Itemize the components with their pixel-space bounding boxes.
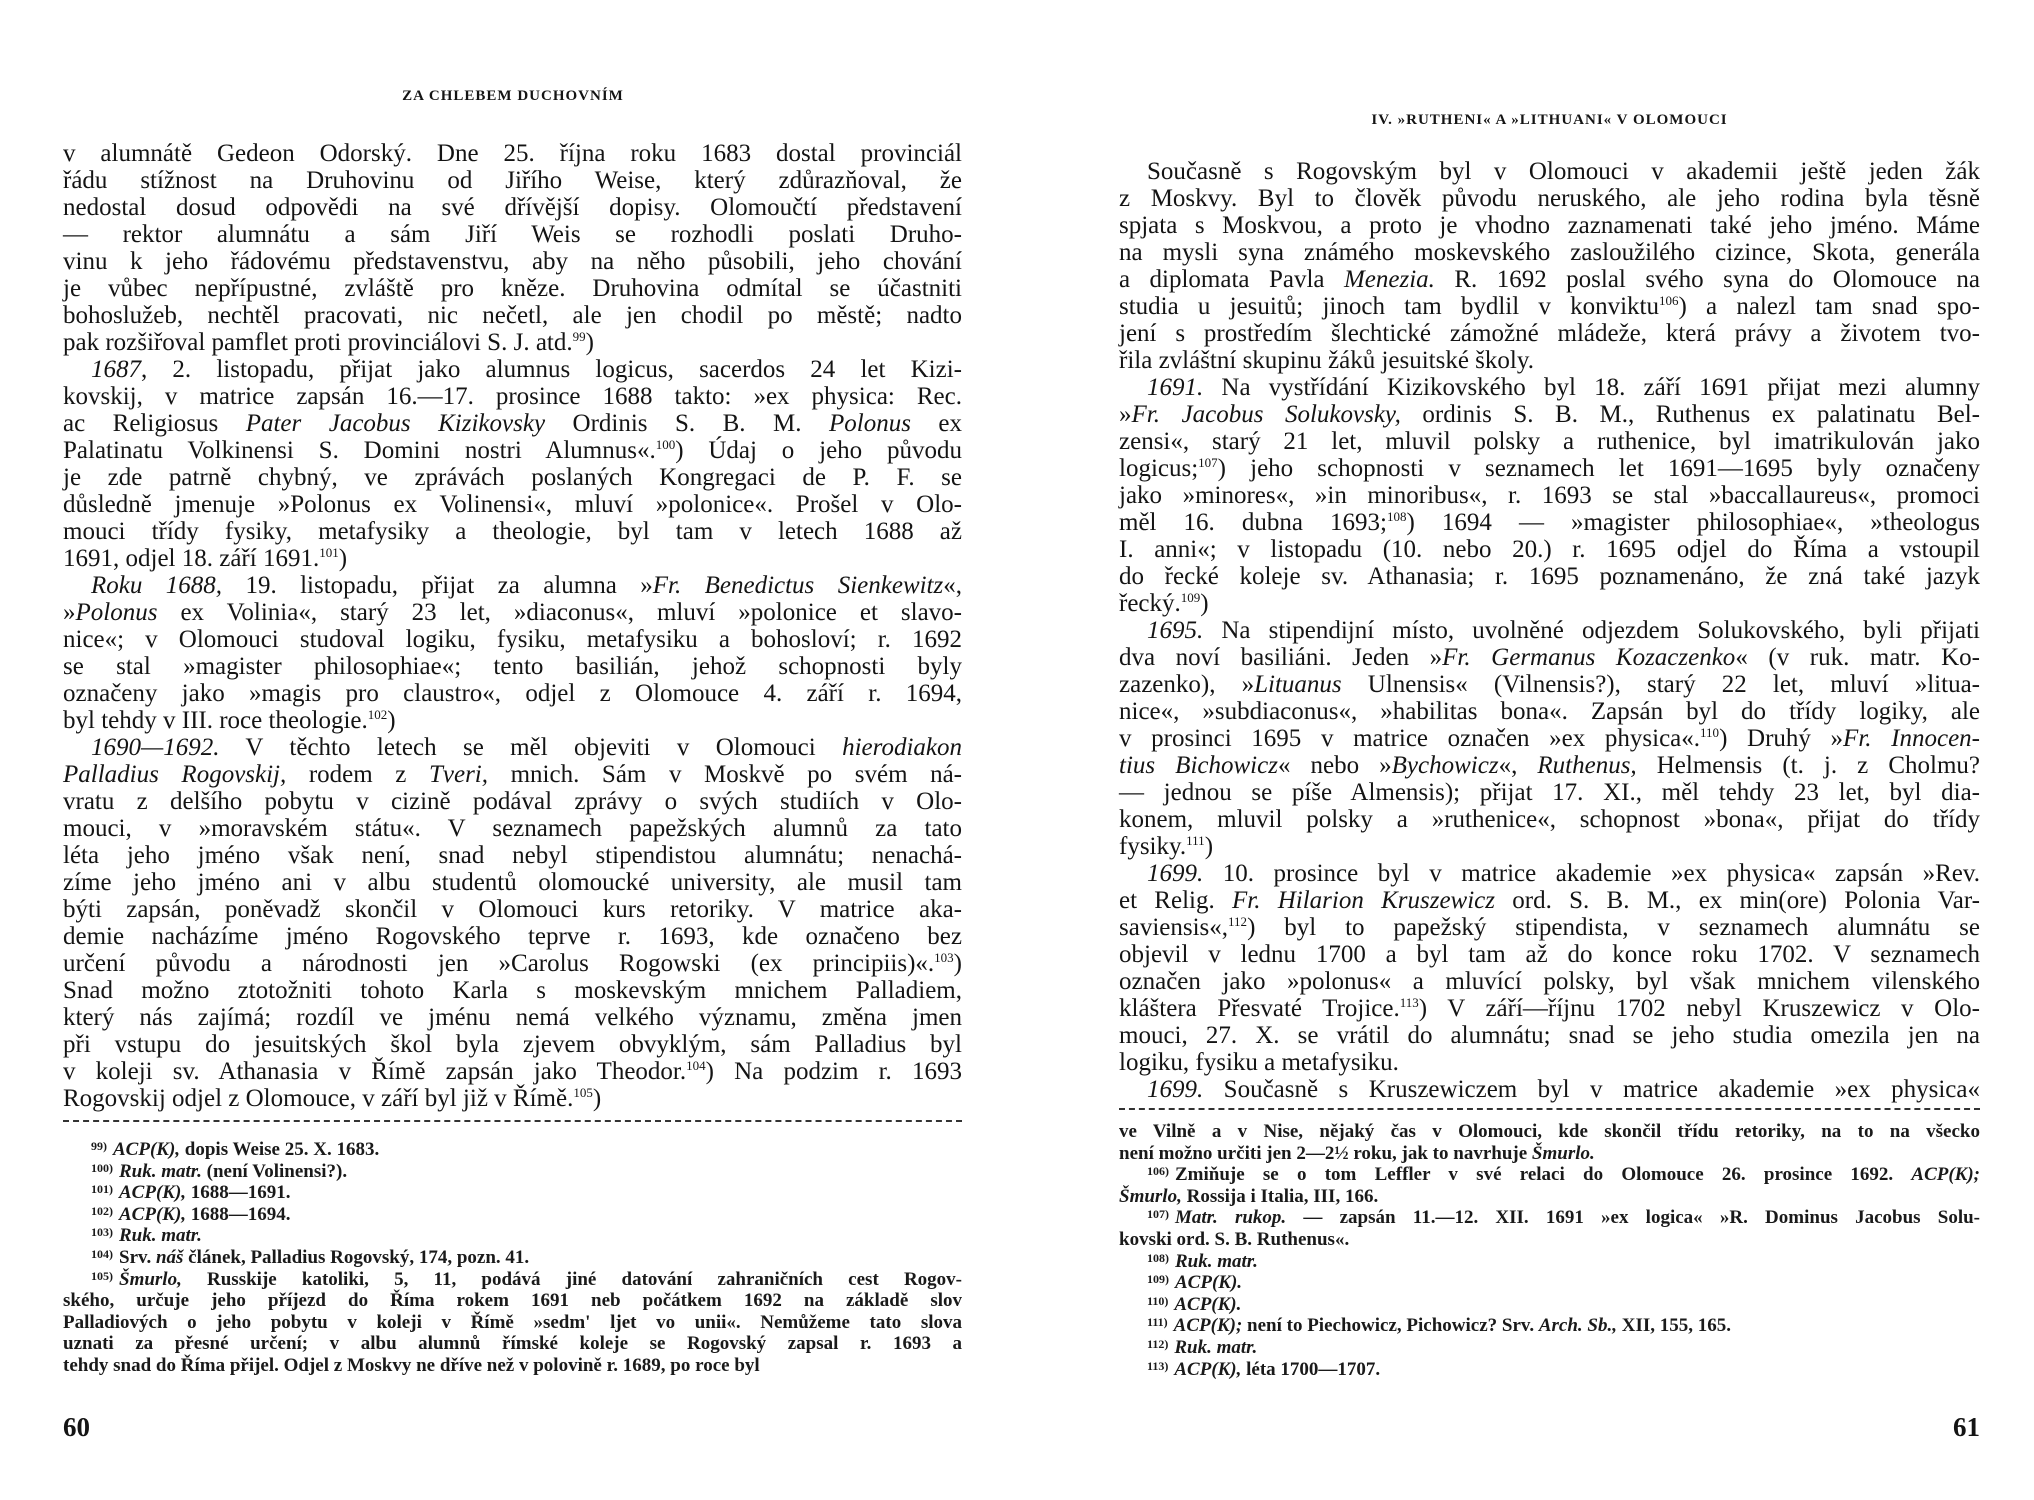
footnote-number: 113) (1147, 1358, 1169, 1373)
text-line (63, 1004, 962, 1031)
text-run: 1688—1691. (186, 1182, 291, 1204)
text-run: logiku, fysiku a metafysiku. (1119, 1049, 1399, 1076)
text-run: , 2. listopadu, přijat jako alumnus logicus, sacerdos 24 let Kizi- (141, 356, 962, 383)
text-run: ) (387, 707, 396, 734)
text-run: ) (1200, 590, 1209, 617)
footnote-number: 109) (1147, 1272, 1169, 1287)
footnote-number: 103) (91, 1225, 113, 1240)
text-line (1119, 617, 1980, 644)
text-line (63, 869, 962, 896)
text-run: nedostal dosud odpovědi na své dřívější dopisy. Olomoučtí představení (63, 194, 962, 221)
footnote-line (63, 1247, 962, 1269)
text-run: do řecké koleje sv. Athanasia; r. 1695 poznamenáno, že zná také jazyk (1119, 563, 1980, 590)
footnote-ref: 99 (572, 329, 586, 344)
text-run: 10. prosince byl v matrice akademie »ex physica« zapsán »Rev. (1203, 860, 1980, 887)
text-run: Na vystřídání Kizikovského byl 18. září 1691 přijat mezi alumny (1203, 374, 1980, 401)
text-line (1119, 212, 1980, 239)
italic-text: Lituanus (1254, 671, 1342, 698)
text-run: ve Vilně a v Nise, nějaký čas v Olomouci, kde skončil třídu retoriky, na to na všecko (1119, 1121, 1980, 1142)
footnote-ref: 108 (1387, 509, 1407, 524)
text-run: kláštera Přesvaté Trojice. (1119, 995, 1400, 1022)
text-line (1119, 1076, 1980, 1103)
text-run: ) a nalezl tam snad spo- (1678, 293, 1981, 320)
text-run: et Relig. (1119, 887, 1232, 914)
text-run: kovskij, v matrice zapsán 16.—17. prosince 1688 takto: »ex physica: Rec. (63, 383, 962, 410)
footnote-line (1119, 1294, 1980, 1316)
text-line (1119, 158, 1980, 185)
text-line (1119, 374, 1980, 401)
text-run: určení původu a národnosti jen »Carolus Rogowski (ex principiis)«. (63, 950, 935, 977)
text-line (1119, 509, 1980, 536)
text-run: ) byl to papežský stipendista, v seznamech alumnátu se (1247, 914, 1980, 941)
text-line (63, 140, 962, 167)
text-line (1119, 968, 1980, 995)
text-run: ského, určuje jeho příjezd do Říma rokem 1691 neb počátkem 1692 na základě slov (63, 1290, 962, 1312)
running-head: ZA CHLEBEM DUCHOVNÍM (402, 88, 624, 104)
footnote-number: 105) (91, 1268, 113, 1283)
running-head: IV. »RUTHENI« A »LITHUANI« V OLOMOUCI (1371, 112, 1728, 128)
text-run: bohoslužeb, nechtěl pracovati, nic nečetl, ale jen chodil po městě; nadto (63, 302, 962, 329)
footnote-line (1119, 1229, 1980, 1251)
text-run: — jednou se píše Almensis); přijat 17. XI., měl tehdy 23 let, byl dia- (1119, 779, 1980, 806)
text-run: zíme jeho jméno ani v albu studentů olomoucké university, ale musil tam (63, 869, 962, 896)
text-run: ) V září—říjnu 1702 nebyl Kruszewicz v Olo- (1418, 995, 1980, 1022)
text-run: zazenko), » (1119, 671, 1255, 698)
body-text (1119, 158, 1980, 1103)
text-run: není to Piechowicz, Pichowicz? Srv. (1242, 1315, 1539, 1337)
italic-text: Šmurlo. (1531, 1142, 1595, 1164)
footnote-ref: 100 (655, 437, 676, 452)
italic-text: ACP(K), (113, 1139, 181, 1160)
text-run: na mysli syna známého moskevského zasloužilého cizince, Skota, generála (1119, 239, 1980, 266)
text-run: je zde patrně chybný, ve zprávách poslaných Kongregaci de P. F. se (63, 464, 962, 491)
text-run: mouci, 27. X. se vrátil do alumnátu; snad se jeho studia omezila jen na (1119, 1022, 1980, 1049)
text-run: jení s prostředím šlechtické zámožné mládeže, která právy a životem tvo- (1119, 320, 1980, 347)
italic-text: 1690—1692. (91, 734, 220, 761)
footnote-ref: 112 (1228, 914, 1248, 929)
text-run: Zmiňuje se o tom Leffler v své relaci do Olomouce 26. prosince 1692. (1175, 1164, 1912, 1186)
footnote-ref: 105 (573, 1085, 593, 1100)
italic-text: Ruk. matr. (119, 1160, 202, 1182)
text-run: ) Na podzim r. 1693 (705, 1058, 962, 1085)
text-run: ac Religiosus (63, 410, 246, 437)
text-line (1119, 941, 1980, 968)
text-line (63, 815, 962, 842)
text-run: ) (1204, 833, 1214, 860)
text-line (1119, 860, 1980, 887)
text-line (1119, 887, 1980, 914)
italic-text: ACP(K), (119, 1182, 187, 1204)
text-line (1119, 563, 1980, 590)
footnote-divider (1119, 1108, 1980, 1110)
text-line (1119, 698, 1980, 725)
text-run: ) Údaj o jeho původu (675, 437, 963, 464)
footnote-line (63, 1269, 962, 1291)
text-run: Srv. (119, 1246, 156, 1268)
right-page (1017, 0, 2034, 1500)
italic-text: Polonus (75, 599, 158, 626)
text-run: v koleji sv. Athanasia v Římě zapsán jako Theodor. (63, 1058, 687, 1085)
text-line (63, 329, 962, 356)
text-run: zensi«, starý 21 let, mluvil polsky a ruthenice, byl imatrikulován jako (1119, 428, 1980, 455)
text-run: který nás zajímá; rozdíl ve jménu nemá velkého významu, změna jmen (63, 1004, 962, 1031)
text-run: byl tehdy v III. roce theologie. (63, 707, 368, 734)
text-line (63, 653, 962, 680)
text-line (1119, 779, 1980, 806)
text-run: mouci, v »moravském státu«. V seznamech papežských alumnů za tato (63, 815, 962, 842)
text-run: I. anni«; v listopadu (10. nebo 20.) r. 1695 odjel do Říma a vstoupil (1119, 536, 1980, 563)
text-run: logicus; (1119, 455, 1199, 482)
text-run: článek, Palladius Rogovský, 174, pozn. 41. (183, 1246, 530, 1268)
italic-text: tius Bichowicz (1119, 752, 1278, 779)
text-run: ex (910, 410, 963, 437)
footnotes (63, 1139, 962, 1377)
text-run: » (63, 599, 76, 626)
text-run: tehdy snad do Říma přijel. Odjel z Moskvy ne dříve než v polovině r. 1689, po roce byl (63, 1354, 760, 1376)
text-line (1119, 482, 1980, 509)
text-run: nice«; v Olomouci studoval logiku, fysiku, metafysiku a bohosloví; r. 1692 (63, 626, 962, 653)
text-line (1119, 536, 1980, 563)
text-line (1119, 590, 1980, 617)
footnote-line (1119, 1186, 1980, 1208)
italic-text: Roku 1688, (91, 572, 223, 599)
italic-text: 1687 (91, 356, 141, 383)
footnote-ref: 109 (1180, 590, 1201, 605)
italic-text: Pater Jacobus Kizikovsky (245, 410, 546, 437)
italic-text: ACP(K); (1173, 1315, 1243, 1337)
footnote-line (1119, 1164, 1980, 1186)
footnote-line (63, 1355, 962, 1377)
text-line (63, 707, 962, 734)
text-line (1119, 428, 1980, 455)
text-run: ) (953, 950, 962, 977)
text-run: ) (338, 545, 348, 572)
footnote-line (1119, 1251, 1980, 1273)
text-run: mnich. Sám v Moskvě po svém ná- (488, 761, 963, 788)
text-run: měl 16. dubna 1693; (1119, 509, 1387, 536)
italic-text: Ruk. matr. (1175, 1250, 1258, 1272)
text-line (63, 1058, 962, 1085)
footnote-number: 102) (91, 1203, 113, 1218)
footnote-number: 104) (91, 1246, 113, 1261)
text-line (1119, 185, 1980, 212)
text-line (63, 572, 962, 599)
text-run: Russkije katoliki, 5, 11, podává jiné datování zahraničních cest Rogov- (181, 1268, 962, 1290)
footnote-number: 111) (1147, 1315, 1168, 1330)
text-run: fysiky. (1119, 833, 1187, 860)
text-run: a diplomata Pavla (1119, 266, 1344, 293)
italic-text: Tveri, (428, 761, 489, 788)
footnote-line (1119, 1359, 1980, 1381)
italic-text: Menezia. (1343, 266, 1435, 293)
italic-text: ACP(K); (1911, 1164, 1980, 1186)
text-line (1119, 320, 1980, 347)
italic-text: ACP(K), (1174, 1358, 1242, 1380)
text-run: Ordinis S. B. M. (545, 410, 829, 437)
footnote-number: 107) (1147, 1207, 1169, 1222)
footnote-number: 99) (91, 1139, 107, 1153)
footnote-line (1119, 1272, 1980, 1294)
text-run: v prosinci 1695 v matrice označen »ex physica«. (1119, 725, 1701, 752)
text-run: «, (1498, 752, 1538, 779)
text-line (63, 734, 962, 761)
text-line (63, 1031, 962, 1058)
text-line (1119, 725, 1980, 752)
text-line (63, 950, 962, 977)
text-line (63, 248, 962, 275)
text-run: Snad možno ztotožniti tohoto Karla s moskevským mnichem Palladiem, (63, 977, 962, 1004)
text-run: dopis Weise 25. X. 1683. (180, 1139, 380, 1160)
text-run: řila zvláštní skupinu žáků jesuitské školy. (1119, 347, 1534, 374)
page-number: 61 (1953, 1412, 1980, 1442)
text-run: ) 1694 — »magister philosophiae«, »theologus (1406, 509, 1980, 536)
footnotes (1119, 1121, 1980, 1380)
text-run: XII, 155, 165. (1616, 1315, 1731, 1337)
italic-text: Fr. Innocen- (1843, 725, 1981, 752)
footnote-line (1119, 1207, 1980, 1229)
italic-text: Fr. Benedictus Sienkewitz (652, 572, 944, 599)
footnote-line (63, 1139, 962, 1161)
text-run: Současně s Rogovským byl v Olomouci v akademii ještě jeden žák (1147, 158, 1980, 185)
text-run: 19. listopadu, přijat za alumna » (222, 572, 653, 599)
footnote-line (63, 1182, 962, 1204)
text-run: jako »minores«, »in minoribus«, r. 1693 se stal »baccallaureus«, promoci (1119, 482, 1980, 509)
text-run: Ulnensis« (Vilnensis?), starý 22 let, mluví »litua- (1341, 671, 1980, 698)
text-run: — rektor alumnátu a sám Jiří Weis se rozhodli poslati Druho- (63, 221, 962, 248)
footnote-ref: 110 (1700, 725, 1720, 740)
footnote-ref: 104 (686, 1058, 706, 1073)
text-line (1119, 833, 1980, 860)
text-run: vinu k jeho řádovému představenstvu, aby na něho působili, jeho chování (63, 248, 962, 275)
text-line (1119, 293, 1980, 320)
text-line (63, 545, 962, 572)
footnote-line (1119, 1143, 1980, 1165)
text-run: pak rozšiřoval pamflet proti provinciálovi S. J. atd. (63, 329, 573, 356)
text-run: ) jeho schopnosti v seznamech let 1691—1695 byly označeny (1217, 455, 1980, 482)
text-line (63, 437, 962, 464)
text-run: ) (592, 1085, 602, 1112)
text-run: objevil v lednu 1700 a byl tam až do konce roku 1702. V seznamech (1119, 941, 1980, 968)
text-run: konem, mluvil polsky a »ruthenice«, schopnost »bona«, přijat do třídy (1119, 806, 1980, 833)
text-run: označen jako »polonus« a mluvící polsky, byl však mnichem vilenského (1119, 968, 1980, 995)
footnote-line (63, 1312, 962, 1334)
italic-text: ACP(K). (1174, 1293, 1242, 1315)
italic-text: Ruk. matr. (119, 1225, 202, 1247)
text-run: býti zapsán, poněvadž skončil v Olomouci kurs retoriky. V matrice aka- (63, 896, 962, 923)
text-run: « nebo » (1277, 752, 1392, 779)
text-run: se stal »magister philosophiae«; tento basilián, jehož schopnosti byly (63, 653, 962, 680)
text-run: spjata s Moskvou, a proto je vhodno zaznamenati také jeho jméno. Máme (1119, 212, 1980, 239)
text-run: vratu z delšího pobytu v cizině podával zprávy o svých studiích v Olo- (63, 788, 962, 815)
text-run: kovski ord. S. B. Ruthenus«. (1119, 1228, 1350, 1250)
italic-text: Fr. Jacobus Solukovsky, (1131, 401, 1401, 428)
text-run: studia u jesuitů; jinoch tam bydlil v konviktu (1119, 293, 1659, 320)
text-run: označeny jako »magis pro claustro«, odjel z Olomouce 4. září r. 1694, (63, 680, 962, 707)
footnote-ref: 111 (1186, 833, 1205, 848)
footnote-ref: 106 (1659, 293, 1679, 308)
text-run: ordinis S. B. M., Ruthenus ex palatinatu Bel- (1400, 401, 1980, 428)
text-run: Palatinatu Volkinensi S. Domini nostri Alumnus«. (63, 437, 656, 464)
footnote-line (63, 1204, 962, 1226)
footnote-number: 110) (1147, 1293, 1169, 1308)
text-line (63, 464, 962, 491)
text-line (63, 761, 962, 788)
footnote-line (1119, 1315, 1980, 1337)
text-line (63, 221, 962, 248)
text-line (1119, 914, 1980, 941)
italic-text: Ruk. matr. (1174, 1336, 1258, 1358)
text-line (63, 356, 962, 383)
footnote-line (63, 1161, 962, 1183)
text-run: V těchto letech se měl objeviti v Olomouci (219, 734, 843, 761)
body-text (63, 140, 962, 1112)
text-line (1119, 455, 1980, 482)
text-line (63, 275, 962, 302)
text-line (1119, 239, 1980, 266)
italic-text: 1695. (1147, 617, 1204, 644)
text-run: je vůbec nepřípustné, zvláště pro kněze. Druhovina odmítal se účastniti (63, 275, 962, 302)
footnote-line (1119, 1337, 1980, 1359)
text-run: (není Volinensi?). (201, 1160, 348, 1182)
italic-text: 1699. (1147, 860, 1204, 887)
italic-text: Polonus (828, 410, 911, 437)
text-line (63, 167, 962, 194)
text-run: Palladiových o jeho pobytu v koleji v Římě »sedm' ljet vo unii«. Nemůžeme tato slova (63, 1311, 962, 1333)
italic-text: Matr. rukop. (1175, 1207, 1287, 1229)
text-run: «, (943, 572, 962, 599)
text-run: léta jeho jméno však není, snad nebyl stipendistou alumnátu; nenachá- (63, 842, 962, 869)
text-run: ) Druhý » (1719, 725, 1844, 752)
text-line (63, 383, 962, 410)
text-run: 1688—1694. (186, 1203, 291, 1225)
text-run: rodem z (286, 761, 429, 788)
text-run: není možno určiti jen 2—2½ roku, jak to navrhuje (1119, 1142, 1532, 1164)
text-run: z Moskvy. Byl to člověk původu neruského, ale jeho rodina byla těsně (1119, 185, 1980, 212)
footnote-line (63, 1290, 962, 1312)
italic-text: 1699. (1147, 1076, 1204, 1103)
page-number: 60 (63, 1412, 90, 1442)
footnote-line (63, 1333, 962, 1355)
text-run: při vstupu do jesuitských škol byla zjevem obvyklým, sám Palladius byl (63, 1031, 962, 1058)
footnote-ref: 101 (319, 545, 339, 560)
text-line (63, 842, 962, 869)
text-run: Na stipendijní místo, uvolněné odjezdem Solukovského, byli přijati (1203, 617, 1980, 644)
text-run: Současně s Kruszewiczem byl v matrice akademie »ex physica« (1203, 1076, 1980, 1103)
italic-text: Šmurlo, (119, 1268, 182, 1290)
text-run: dva noví basiliáni. Jeden » (1119, 644, 1443, 671)
italic-text: Fr. Hilarion Kruszewicz (1231, 887, 1496, 914)
italic-text: Fr. Germanus Kozaczenko (1442, 644, 1736, 671)
text-run: léta 1700—1707. (1241, 1358, 1381, 1380)
footnote-number: 112) (1147, 1336, 1169, 1351)
italic-text: ACP(K). (1175, 1272, 1243, 1294)
text-line (63, 977, 962, 1004)
italic-text: ACP(K), (119, 1203, 187, 1225)
footnote-divider (63, 1120, 962, 1122)
text-run: 1691, odjel 18. září 1691. (63, 545, 320, 572)
italic-text: Ruthenus, (1537, 752, 1637, 779)
footnote-ref: 103 (934, 950, 954, 965)
text-run: v alumnátě Gedeon Odorský. Dne 25. října roku 1683 dostal provinciál (63, 140, 962, 167)
text-line (63, 1085, 962, 1112)
text-line (1119, 1049, 1980, 1076)
text-line (63, 626, 962, 653)
italic-text: 1691. (1147, 374, 1204, 401)
text-line (1119, 644, 1980, 671)
text-run: řádu stížnost na Druhovinu od Jiřího Weise, který zdůrazňoval, že (63, 167, 962, 194)
text-line (1119, 806, 1980, 833)
footnote-number: 101) (91, 1182, 113, 1197)
text-run: nice«, »subdiaconus«, »habilitas bona«. Zapsán byl do třídy logiky, ale (1119, 698, 1980, 725)
text-run: « (v ruk. matr. Ko- (1735, 644, 1980, 671)
text-line (63, 410, 962, 437)
italic-text: náš (155, 1246, 184, 1268)
text-line (63, 599, 962, 626)
text-run: saviensis«, (1119, 914, 1229, 941)
text-line (1119, 266, 1980, 293)
text-run: Rogovskij odjel z Olomouce, v září byl již v Římě. (63, 1085, 574, 1112)
footnote-number: 106) (1147, 1164, 1169, 1179)
text-line (1119, 347, 1980, 374)
italic-text: Bychowicz (1391, 752, 1499, 779)
text-run: » (1119, 401, 1132, 428)
text-run: demie nacházíme jméno Rogovského teprve r. 1693, kde označeno bez (63, 923, 962, 950)
footnote-line (1119, 1121, 1980, 1143)
footnote-number: 100) (91, 1160, 113, 1175)
text-line (1119, 401, 1980, 428)
text-run: — zapsán 11.—12. XII. 1691 »ex logica« »R. Dominus Jacobus Solu- (1286, 1207, 1981, 1229)
text-run: R. 1692 poslal svého syna do Olomouce na (1434, 266, 1980, 293)
footnote-ref: 107 (1198, 455, 1218, 470)
text-line (63, 923, 962, 950)
italic-text: Arch. Sb., (1538, 1315, 1617, 1337)
footnote-number: 108) (1147, 1250, 1169, 1265)
text-run: ex Volinia«, starý 23 let, »diaconus«, mluví »polonice et slavo- (157, 599, 962, 626)
text-line (63, 194, 962, 221)
footnote-ref: 113 (1399, 995, 1419, 1010)
text-line (63, 302, 962, 329)
text-line (1119, 671, 1980, 698)
italic-text: Šmurlo, (1119, 1185, 1182, 1207)
text-line (63, 491, 962, 518)
text-run: řecký. (1119, 590, 1181, 617)
text-line (63, 518, 962, 545)
text-line (1119, 1022, 1980, 1049)
text-line (63, 788, 962, 815)
text-run: Helmensis (t. j. z Cholmu? (1636, 752, 1980, 779)
text-line (1119, 752, 1980, 779)
italic-text: Palladius Rogovskij, (63, 761, 287, 788)
text-run: Rossija i Italia, III, 166. (1181, 1185, 1379, 1207)
italic-text: hierodiakon (842, 734, 962, 761)
text-run: uznati za přesné určení; v albu alumnů římské koleje se Rogovský zapsal r. 1693 a (63, 1333, 962, 1355)
text-line (63, 896, 962, 923)
text-line (1119, 995, 1980, 1022)
footnote-line (63, 1225, 962, 1247)
footnote-ref: 102 (367, 707, 388, 722)
text-run: ) (585, 329, 594, 356)
text-run: mouci třídy fysiky, metafysiky a theologie, byl tam v letech 1688 až (63, 518, 962, 545)
text-run: ord. S. B. M., ex min(ore) Polonia Var- (1495, 887, 1980, 914)
text-line (63, 680, 962, 707)
text-run: důsledně jmenuje »Polonus ex Volinensi«, mluví »polonice«. Prošel v Olo- (63, 491, 962, 518)
